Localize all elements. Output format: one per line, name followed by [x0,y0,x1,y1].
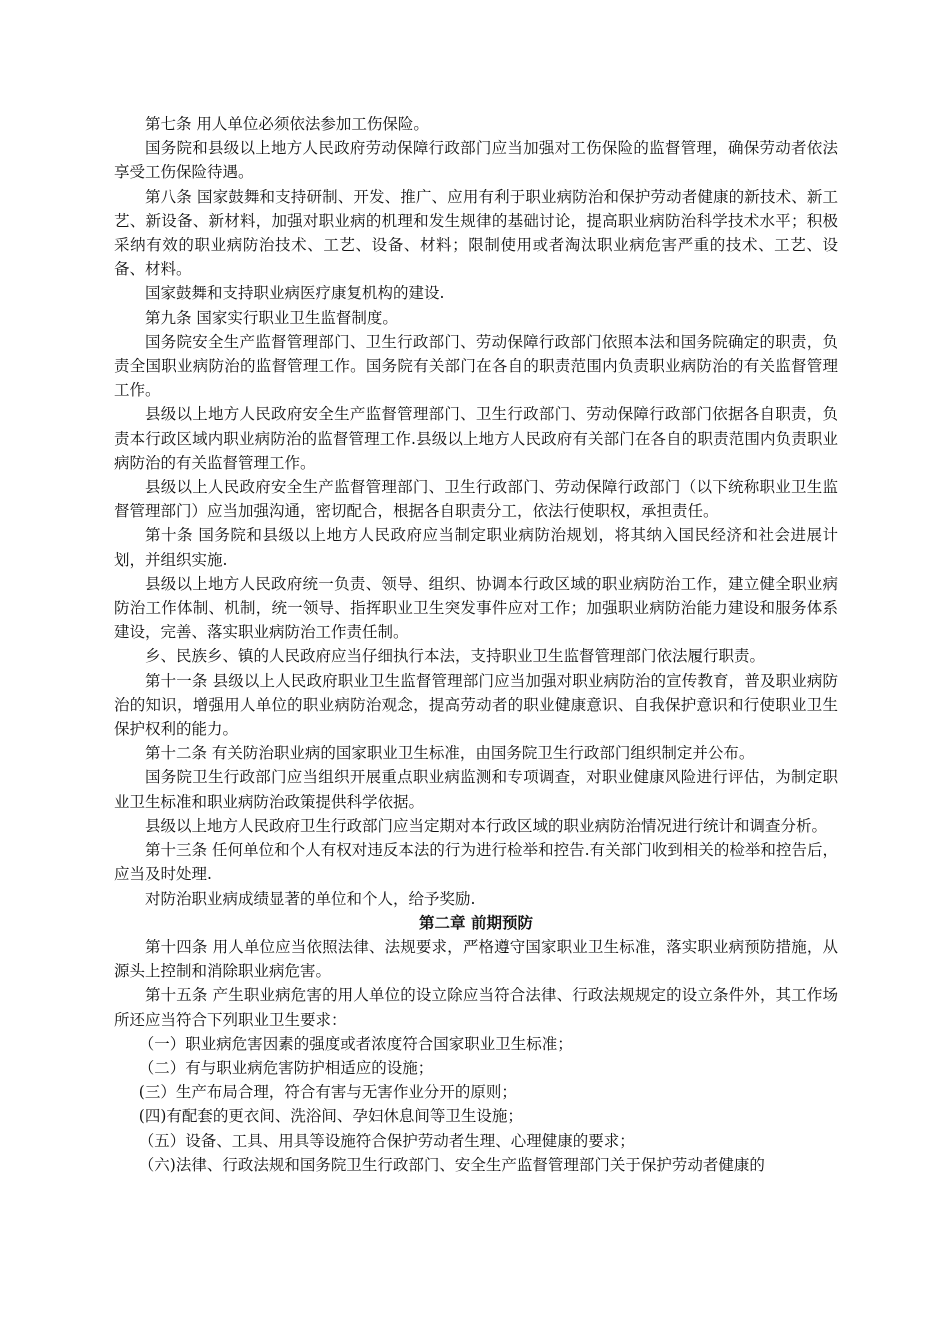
paragraph: 县级以上地方人民政府安全生产监督管理部门、卫生行政部门、劳动保障行政部门依据各自职责，负责本行政区域内职业病防治的监督管理工作.县级以上地方人民政府有关部门在各自的职责范围内负责职业病防治的有关监督管理工作。 [114,405,838,472]
list-item: (三）生产布局合理，符合有害与无害作业分开的原则； [138,1083,517,1102]
paragraph: 国务院安全生产监督管理部门、卫生行政部门、劳动保障行政部门依照本法和国务院确定的职责，负责全国职业病防治的监督管理工作。国务院有关部门在各自的职责范围内负责职业病防治的有关监督管理工作。 [114,332,838,400]
list-item: （五）设备、工具、用具等设施符合保护劳动者生理、心理健康的要求； [138,1131,635,1150]
paragraph: 第八条 国家鼓舞和支持研制、开发、推广、应用有利于职业病防治和保护劳动者健康的新技术、新工艺、新设备、新材料，加强对职业病的机理和发生规律的基础讨论，提高职业病防治科学技术水平；积极采纳有效的职业病防治技术、工艺、设备、材料；限制使用或者淘汰职业病危害严重的技术、工艺、设备、材料。 [114,187,838,279]
paragraph: 县级以上地方人民政府卫生行政部门应当定期对本行政区域的职业病防治情况进行统计和调查分析。 [145,816,828,835]
list-item: （六)法律、行政法规和国务院卫生行政部门、安全生产监督管理部门关于保护劳动者健康的 [138,1155,765,1174]
paragraph: 县级以上地方人民政府统一负责、领导、组织、协调本行政区域的职业病防治工作，建立健全职业病防治工作体制、机制，统一领导、指挥职业卫生突发事件应对工作；加强职业病防治能力建设和服务体系建设，完善、落实职业病防治工作责任制。 [114,574,838,642]
paragraph: 第十四条 用人单位应当依照法律、法规要求，严格遵守国家职业卫生标准，落实职业病预防措施，从源头上控制和消除职业病危害。 [114,937,838,981]
paragraph: 第十条 国务院和县级以上地方人民政府应当制定职业病防治规划，将其纳入国民经济和社会进展计划，并组织实施. [114,526,838,569]
paragraph: 对防治职业病成绩显著的单位和个人，给予奖励. [145,889,476,908]
paragraph: 第十一条 县级以上人民政府职业卫生监督管理部门应当加强对职业病防治的宣传教育，普及职业病防治的知识，增强用人单位的职业病防治观念，提高劳动者的职业健康意识、自我保护意识和行使职业卫生保护权利的能力。 [114,671,838,739]
paragraph: 第七条 用人单位必须依法参加工伤保险。 [145,115,429,133]
paragraph: 国家鼓舞和支持职业病医疗康复机构的建设. [145,284,445,303]
paragraph: 第十二条 有关防治职业病的国家职业卫生标准，由国务院卫生行政部门组织制定并公布。 [145,744,755,763]
paragraph: 第九条 国家实行职业卫生监督制度。 [145,308,398,327]
paragraph: 县级以上人民政府安全生产监督管理部门、卫生行政部门、劳动保障行政部门（以下统称职业卫生监督管理部门）应当加强沟通，密切配合，根据各自职责分工，依法行使职权，承担责任。 [114,478,838,521]
paragraph: 第十五条 产生职业病危害的用人单位的设立除应当符合法律、行政法规规定的设立条件外，其工作场所还应当符合下列职业卫生要求： [114,986,838,1029]
paragraph: 国务院卫生行政部门应当组织开展重点职业病监测和专项调查，对职业健康风险进行评估，为制定职业卫生标准和职业病防治政策提供科学依据。 [114,768,838,811]
document-page [114,112,838,1177]
chapter-heading: 第二章 前期预防 [419,913,533,932]
paragraph: 国务院和县级以上地方人民政府劳动保障行政部门应当加强对工伤保险的监督管理，确保劳动者依法享受工伤保险待遇。 [114,139,838,182]
paragraph: 第十三条 任何单位和个人有权对违反本法的行为进行检举和控告.有关部门收到相关的检举和控告后，应当及时处理. [114,841,838,884]
paragraph: 乡、民族乡、镇的人民政府应当仔细执行本法，支持职业卫生监督管理部门依法履行职责。 [145,647,766,666]
list-item: （二）有与职业病危害防护相适应的设施； [138,1058,434,1077]
list-item: (四)有配套的更衣间、洗浴间、孕妇休息间等卫生设施； [138,1107,523,1126]
list-item: （一）职业病危害因素的强度或者浓度符合国家职业卫生标准； [138,1034,573,1053]
